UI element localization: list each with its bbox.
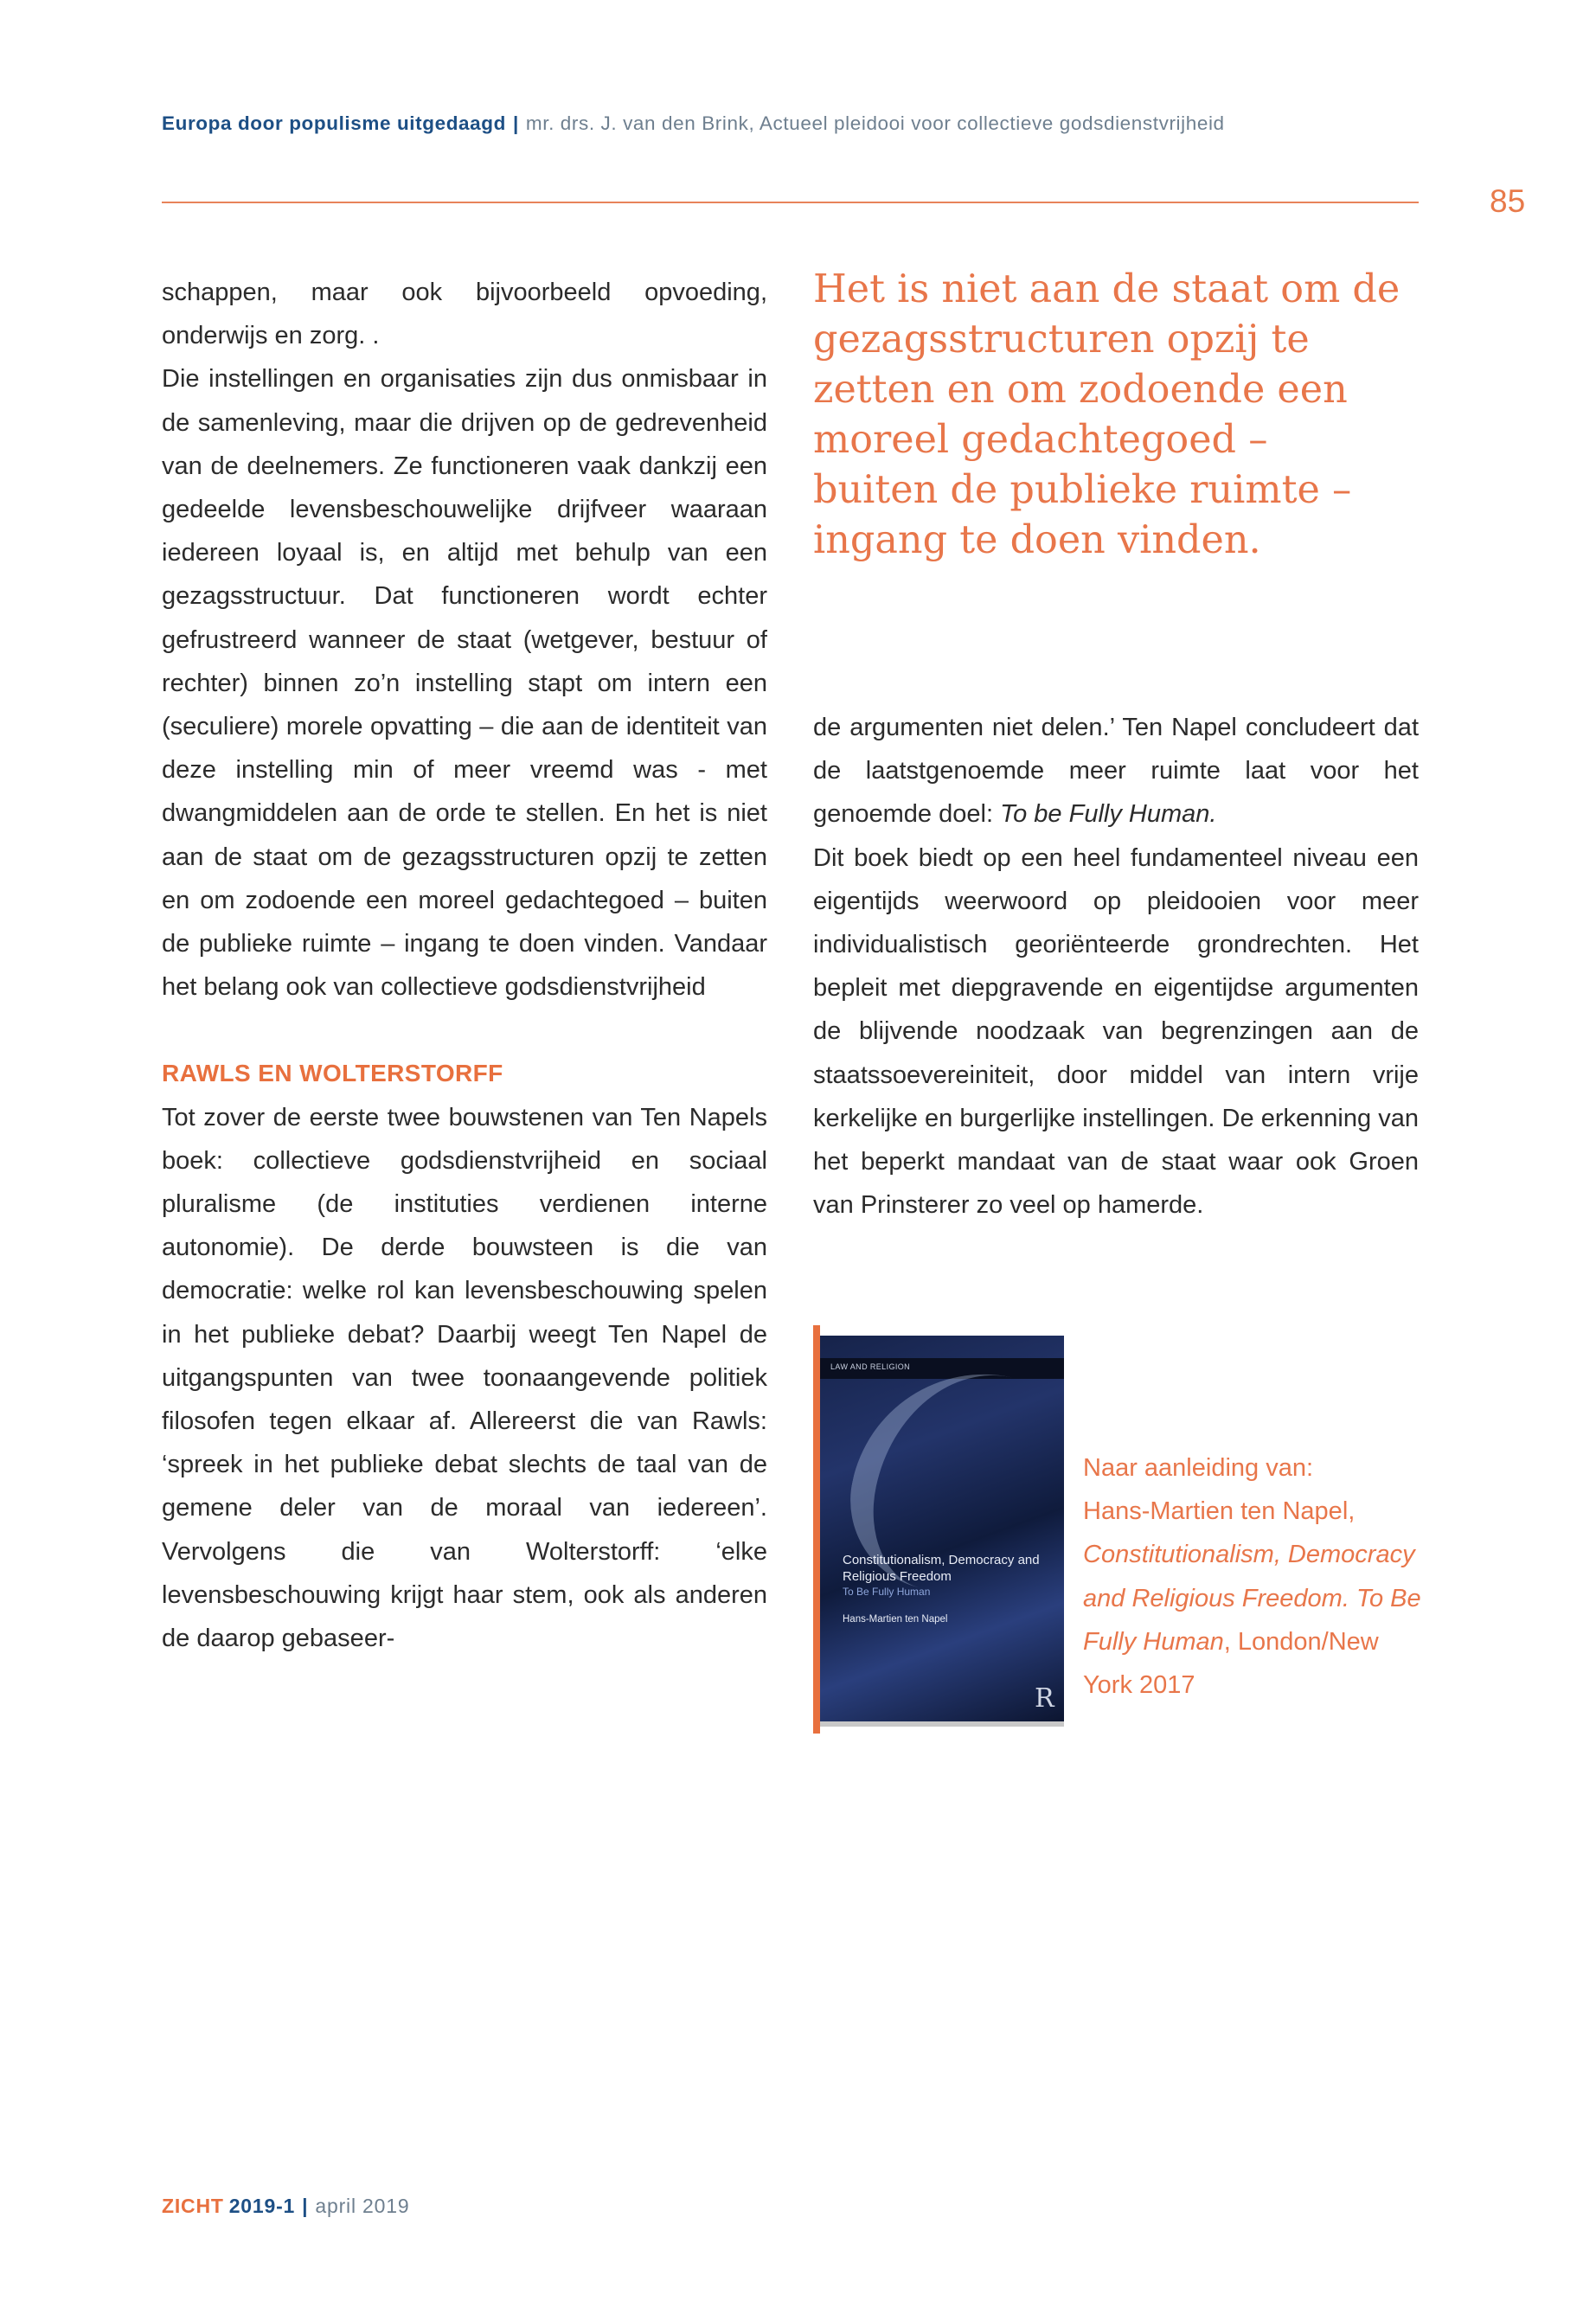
book-cover-image [813,1325,1064,1734]
book-series-band [820,1358,1064,1379]
publisher-logo: R [1035,1683,1054,1714]
article-author-line: mr. drs. J. van den Brink, Actueel pleidooi voor collectieve godsdienstvrijheid [525,112,1225,134]
body-paragraph: Dit boek biedt op een heel fundamenteel niveau een eigentijds weerwoord op pleidooien voor meer individualistisch georiënteerde grondrechten. Het bepleit met diepgravende en eigentijdse argumenten de blijvende noodzaak van begrenzingen aan de staatssoevereiniteit, door middel van intern vrije kerkelijke en burgerlijke instellingen. De erkenning van het beperkt mandaat van de staat waar ook Groen van Prinsterer zo veel op hamerde. [813,843,1419,1220]
book-subtitle: To Be Fully Human [843,1586,931,1598]
body-text: de argumenten niet delen.’ Ten Napel concludeert dat de laatstgenoemde meer ruimte laat voor het genoemde doel: [813,714,1419,829]
book-title: Constitutionalism, Democracy and Religious Freedom [843,1553,1040,1584]
body-paragraph: Tot zover de eerste twee bouwstenen van Ten Napels boek: collectieve godsdienstvrijheid en sociaal pluralisme (de instituties verdienen interne autonomie). De derde bouwsteen is die van democratie: welke rol kan levensbeschouwing spelen in het publieke debat? Daarbij weegt Ten Napel de uitgangspunten van twee toonaangevende politiek filosofen tegen elkaar af. Allereerst die van Rawls: ‘spreek in het publieke debat slechts de taal van de gemene deler van de moraal van iedereen’. Vervolgens die van Wolterstorff: ‘elke levensbeschouwing krijgt haar stem, ook als anderen de daarop gebaseer- [162,1103,767,1653]
caption-book-title: Constitutionalism, Democracy and Religious Freedom. To Be Fully Human [1083,1541,1421,1656]
footer-separator: | [302,2195,309,2217]
book-caption [1083,1446,1429,1707]
book-shadow [820,1721,1064,1727]
footer [162,2195,409,2218]
header-separator: | [512,112,519,134]
running-head [162,112,1225,135]
book-spine [813,1325,820,1734]
book-cover [820,1336,1064,1721]
caption-author: Hans-Martien ten Napel, [1083,1497,1356,1526]
section-heading: RAWLS EN WOLTERSTORFF [162,1060,503,1087]
publication-title: Europa door populisme uitgedaagd [162,112,506,134]
body-paragraph: Die instellingen en organisaties zijn dus onmisbaar in de samenleving, maar die drijven op de gedrevenheid van de deelnemers. Ze functioneren vaak dankzij een gedeelde levensbeschouwelijke drijfveer waaraan iedereen loyaal is, en altijd met behulp van een gezagsstructuur. Dat functioneren wordt echter gefrustreerd wanneer de staat (wetgever, bestuur of rechter) binnen zo’n instelling stapt om intern een (seculiere) morele opvatting – die aan de identiteit van deze instelling min of meer vreemd was - met dwangmiddelen aan de orde te stellen. En het is niet aan de staat om de gezagsstructuren opzij te zetten en om zodoende een moreel gedachtegoed – buiten de publieke ruimte – ingang te doen vinden. Vandaar het belang ook van collectieve godsdienstvrijheid [162,365,767,1002]
right-column [813,706,1419,1227]
pull-quote: Het is niet aan de staat om de gezagsstructuren opzij te zetten en om zodoende een moreel gedachtegoed – buiten de publieke ruimte – ingang te doen vinden. [813,267,1401,562]
book-series: LAW AND RELIGION [830,1362,911,1371]
caption-publication: , London/New York 2017 [1083,1627,1379,1700]
body-paragraph: schappen, maar ook bijvoorbeeld opvoeding, onderwijs en zorg. . [162,279,767,350]
caption-intro: Naar aanleiding van: [1083,1454,1314,1482]
magazine-name: ZICHT [162,2195,224,2217]
left-column [162,271,767,1660]
header-rule [162,202,1419,203]
issue-number: 2019-1 [228,2195,296,2217]
book-author: Hans-Martien ten Napel [843,1614,948,1625]
page-number: 85 [1490,183,1526,219]
body-paragraph [813,706,1419,836]
book-subtitle-mention: To be Fully Human. [1000,800,1217,829]
issue-date: april 2019 [315,2195,410,2217]
